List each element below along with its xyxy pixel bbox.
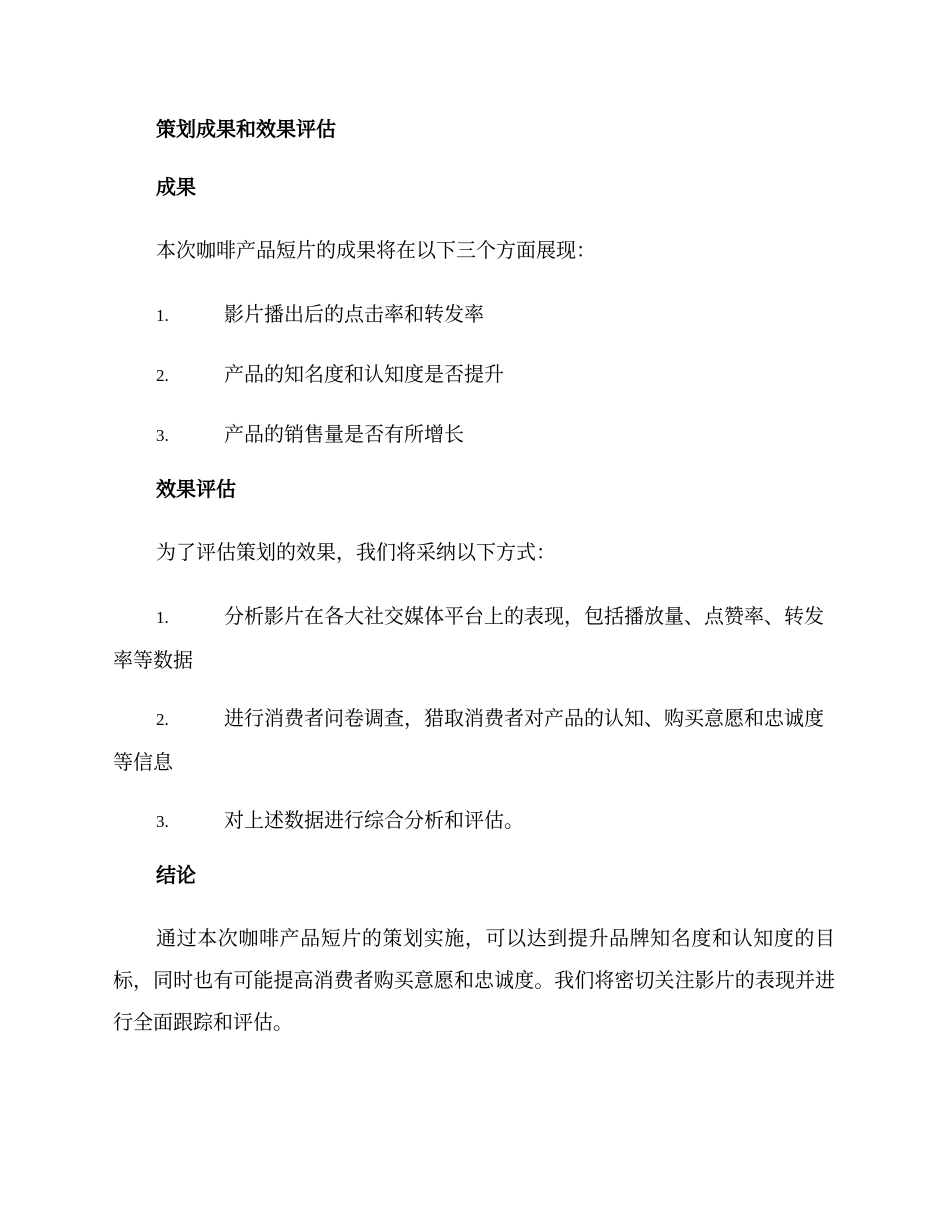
list-text: 进行消费者问卷调查，猎取消费者对产品的认知、购买意愿和忠诚度等信息 (113, 706, 824, 774)
list-number: 1. (156, 608, 169, 627)
evaluation-intro: 为了评估策划的效果，我们将采纳以下方式： (156, 540, 556, 564)
section-heading-conclusion: 结论 (156, 863, 196, 887)
section-heading-evaluation: 效果评估 (156, 477, 236, 501)
list-item (113, 353, 835, 397)
list-item (113, 413, 835, 457)
list-text: 产品的销售量是否有所增长 (224, 422, 464, 446)
list-item (113, 697, 835, 783)
list-number: 2. (156, 366, 169, 385)
list-number: 3. (156, 812, 169, 831)
list-text: 产品的知名度和认知度是否提升 (224, 362, 504, 386)
list-text: 影片播出后的点击率和转发率 (224, 302, 484, 326)
list-number: 2. (156, 710, 169, 729)
list-number: 3. (156, 426, 169, 445)
list-item (113, 595, 835, 681)
list-item (113, 293, 835, 337)
list-item (113, 799, 835, 843)
document-title: 策划成果和效果评估 (156, 117, 336, 141)
document-page (113, 113, 835, 1059)
list-text: 分析影片在各大社交媒体平台上的表现，包括播放量、点赞率、转发率等数据 (113, 604, 824, 672)
results-intro: 本次咖啡产品短片的成果将在以下三个方面展现： (156, 238, 596, 262)
section-heading-results: 成果 (156, 175, 196, 199)
conclusion-body: 通过本次咖啡产品短片的策划实施，可以达到提升品牌知名度和认知度的目标，同时也有可能提高消费者购买意愿和忠诚度。我们将密切关注影片的表现并进行全面跟踪和评估。 (113, 926, 835, 1034)
list-number: 1. (156, 306, 169, 325)
list-text: 对上述数据进行综合分析和评估。 (224, 808, 524, 832)
